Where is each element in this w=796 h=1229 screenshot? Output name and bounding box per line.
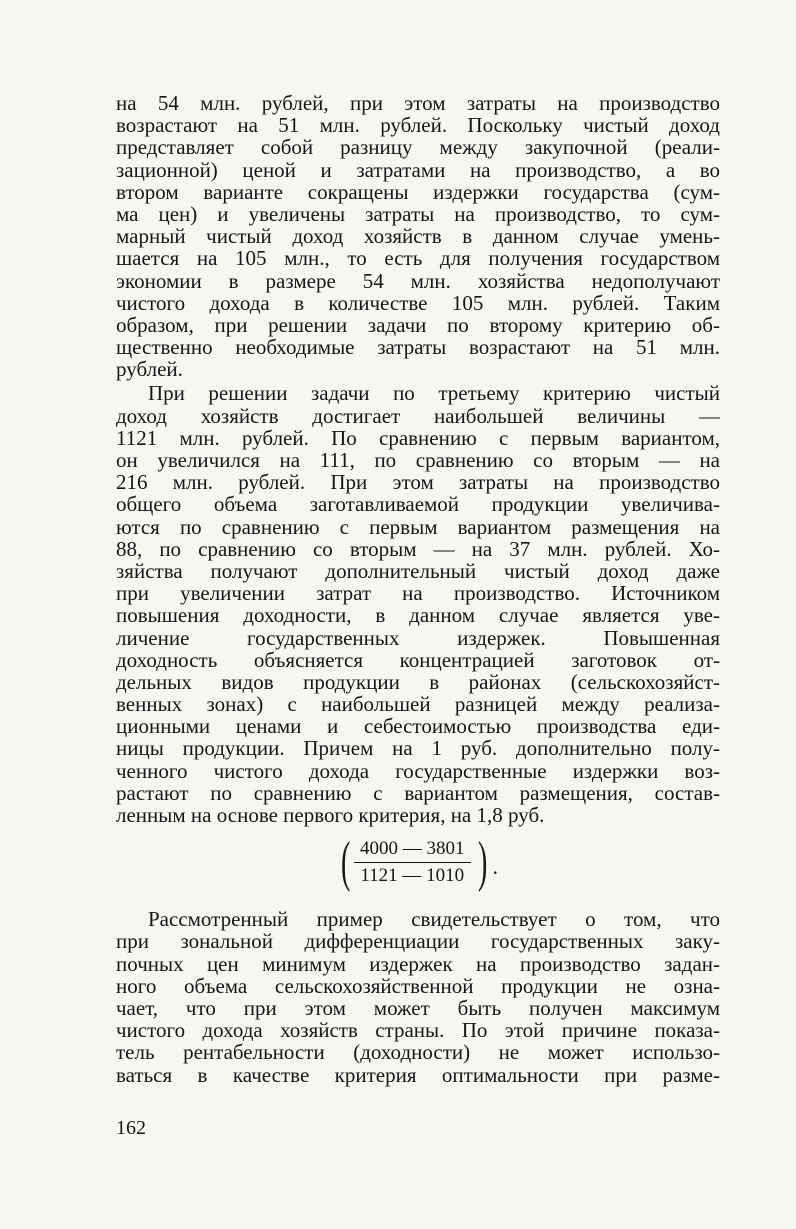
text-line: растают по сравнению с вариантом размещения, состав- (116, 780, 720, 805)
text-line: 216 млн. рублей. При этом затраты на производство (116, 470, 720, 495)
text-line: ченного чистого дохода государственные издержки воз- (116, 758, 720, 783)
text-line: марный чистый доход хозяйств в данном случае умень- (116, 224, 720, 249)
text-line: шается на 105 млн., то есть для получения государством (116, 246, 720, 271)
text-line: на 54 млн. рублей, при этом затраты на производство (116, 91, 720, 115)
text-line: при зональной дифференциации государственных заку- (116, 929, 720, 954)
text-line: чистого дохода хозяйств страны. По этой причине показа- (116, 1018, 720, 1043)
paragraph-3 (116, 908, 720, 1086)
text-line: доход хозяйств достигает наибольшей величины — (116, 403, 720, 428)
page-number: 162 (116, 1117, 146, 1139)
text-line: образом, при решении задачи по второму критерию об- (116, 312, 720, 337)
page-body (116, 92, 720, 1086)
text-line: щественно необходимые затраты возрастают на 51 млн. (116, 335, 720, 360)
text-line: ционными ценами и себестоимостью производства еди- (116, 714, 720, 739)
text-line: При решении задачи по третьему критерию чистый (148, 381, 720, 406)
text-line: чистого дохода в количестве 105 млн. рублей. Таким (116, 290, 720, 315)
paragraph-2 (116, 382, 720, 826)
text-line: личение государственных издержек. Повышенная (116, 625, 720, 650)
text-line: чает, что при этом может быть получен максимум (116, 995, 720, 1020)
text-line: тель рентабельности (доходности) не может использо- (116, 1040, 720, 1065)
text-line: рублей. (116, 357, 183, 382)
text-line: представляет собой разницу между закупочной (реали- (116, 135, 720, 160)
text-line: ются по сравнению с первым вариантом размещения на (116, 514, 720, 539)
text-line: ваться в качестве критерия оптимальности при разме- (116, 1062, 720, 1087)
text-line: ма цен) и увеличены затраты на производство, то сум- (116, 201, 720, 226)
fraction (350, 838, 475, 887)
open-paren: ( (341, 831, 351, 894)
text-line: зяйства получают дополнительный чистый доход даже (116, 558, 720, 583)
text-line: зационной) ценой и затратами на производство, а во (116, 157, 720, 182)
text-line: ного объема сельскохозяйственной продукции не озна- (116, 973, 720, 998)
ratio-formula (116, 831, 720, 894)
fraction-numerator: 4000 — 3801 (354, 838, 471, 863)
text-line: возрастают на 51 млн. рублей. Поскольку чистый доход (116, 113, 720, 138)
text-line: ницы продукции. Причем на 1 руб. дополнительно полу- (116, 736, 720, 761)
text-line: 1121 млн. рублей. По сравнению с первым вариантом, (116, 425, 720, 450)
text-line: почных цен минимум издержек на производство задан- (116, 951, 720, 976)
text-line: экономии в размере 54 млн. хозяйства недополучают (116, 268, 720, 293)
text-line: общего объема заготавливаемой продукции увеличива- (116, 492, 720, 517)
text-line: ленным на основе первого критерия, на 1,8 руб. (116, 803, 545, 827)
close-paren: ) (477, 831, 487, 894)
text-line: при увеличении затрат на производство. Источником (116, 581, 720, 606)
formula-period: . (492, 854, 498, 880)
fraction-denominator: 1121 — 1010 (360, 864, 465, 886)
text-line: 88, по сравнению со вторым — на 37 млн. рублей. Хо- (116, 536, 720, 561)
text-line: Рассмотренный пример свидетельствует о том, что (148, 907, 720, 932)
text-line: венных зонах) с наибольшей разницей между реализа- (116, 692, 720, 717)
text-line: он увеличился на 111, по сравнению со вторым — на (116, 448, 720, 472)
paragraph-1 (116, 92, 720, 380)
text-line: доходность объясняется концентрацией заготовок от- (116, 647, 720, 672)
text-line: дельных видов продукции в районах (сельскохозяйст- (116, 669, 720, 694)
text-line: повышения доходности, в данном случае является уве- (116, 603, 720, 628)
text-line: втором варианте сокращены издержки государства (сум- (116, 179, 720, 204)
